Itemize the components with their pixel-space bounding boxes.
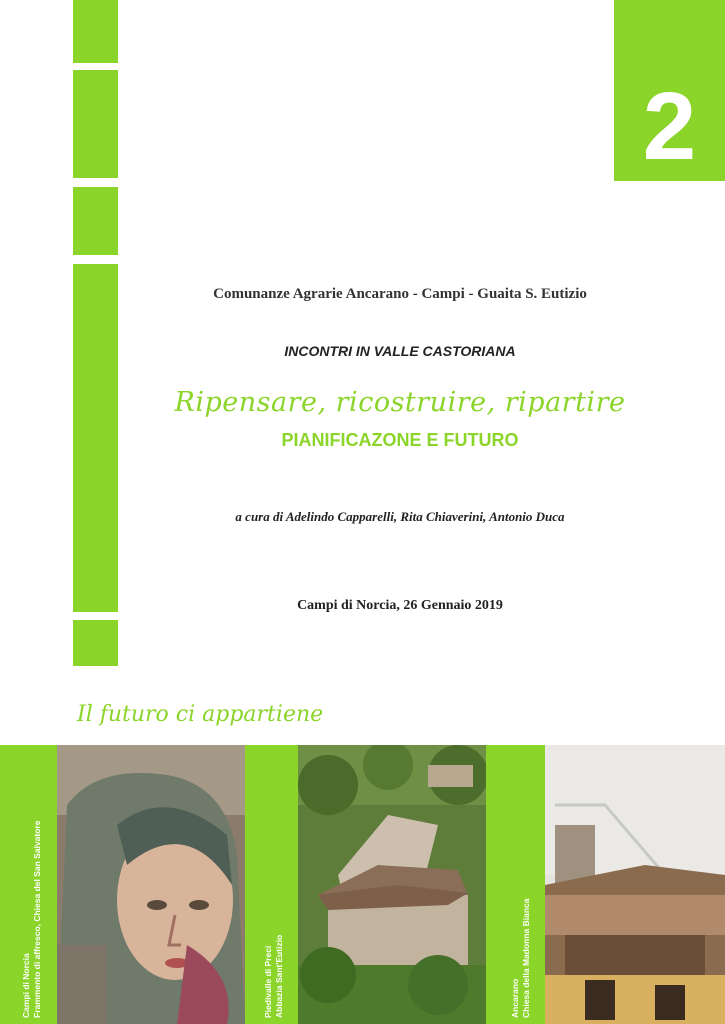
place-date: Campi di Norcia, 26 Gennaio 2019 <box>297 598 503 613</box>
organization-line: Comunanze Agrarie Ancarano - Campi - Guaita S. Eutizio <box>213 286 587 302</box>
abbey-photo <box>298 745 486 1024</box>
photo-caption-3: Ancarano Chiesa della Madonna Bianca <box>510 898 531 1018</box>
photo-caption-2: Piedivalle di Preci Abbazia Sant'Eutizio <box>263 934 284 1018</box>
decorative-bar-3 <box>73 187 118 255</box>
volume-number: 2 <box>642 73 697 180</box>
slogan: Il futuro ci appartiene <box>77 702 324 727</box>
decorative-bar-1 <box>73 0 118 63</box>
fresco-photo <box>57 745 245 1024</box>
volume-number-box <box>614 0 725 181</box>
decorative-bar-4 <box>73 264 118 612</box>
decorative-bar-2 <box>73 70 118 178</box>
main-title: Ripensare, ricostruire, ripartire <box>174 387 626 418</box>
series-title: INCONTRI IN VALLE CASTORIANA <box>284 343 516 359</box>
subtitle: PIANIFICAZONE E FUTURO <box>281 430 519 450</box>
church-photo <box>545 745 725 1024</box>
photo-caption-1: Campi di Norcia Frammento di affresco, Chiesa del San Salvatore <box>21 820 42 1018</box>
editors-line: a cura di Adelindo Capparelli, Rita Chiaverini, Antonio Duca <box>235 509 565 524</box>
decorative-bar-5 <box>73 620 118 666</box>
